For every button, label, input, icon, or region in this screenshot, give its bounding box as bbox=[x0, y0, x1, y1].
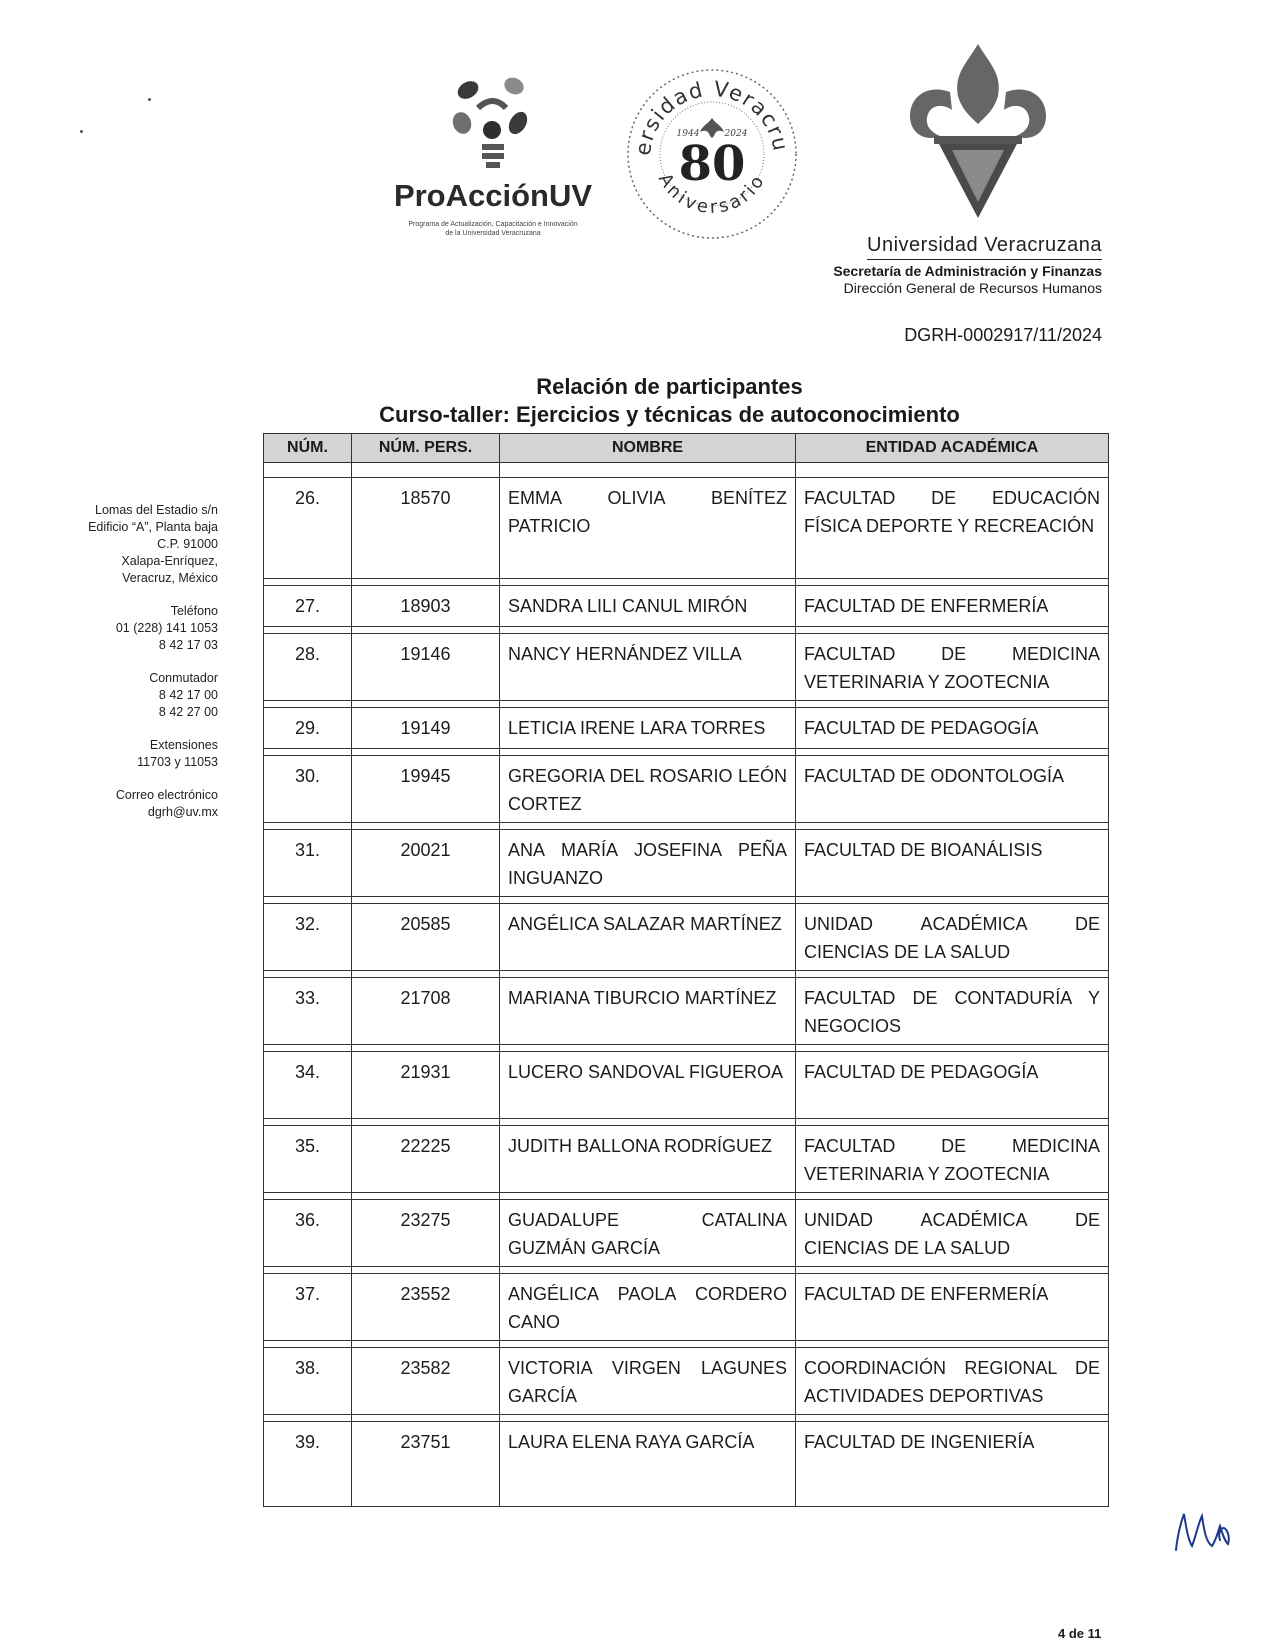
spacer-cell bbox=[264, 823, 352, 830]
direction-name: Dirección General de Recursos Humanos bbox=[843, 280, 1102, 296]
spacer-cell bbox=[500, 1193, 796, 1200]
cell-nombre: SANDRA LILI CANUL MIRÓN bbox=[500, 586, 796, 627]
email-address: dgrh@uv.mx bbox=[147, 805, 218, 819]
spacer-cell bbox=[500, 627, 796, 634]
cell-nombre: MARIANA TIBURCIO MARTÍNEZ bbox=[500, 978, 796, 1045]
table-row bbox=[264, 830, 1109, 897]
cell-nombre: GREGORIA DEL ROSARIO LEÓN CORTEZ bbox=[500, 756, 796, 823]
cell-entidad: FACULTAD DE MEDICINA VETERINARIA Y ZOOTECNIA bbox=[796, 634, 1109, 701]
document-code: DGRH-0002917/11/2024 bbox=[904, 325, 1102, 345]
table-row bbox=[264, 1052, 1109, 1119]
cell-entidad: FACULTAD DE INGENIERÍA bbox=[796, 1422, 1109, 1507]
row-spacer bbox=[264, 1415, 1109, 1422]
scan-speck bbox=[80, 130, 83, 133]
spacer-cell bbox=[264, 749, 352, 756]
row-spacer bbox=[264, 1119, 1109, 1126]
header-nombre: NOMBRE bbox=[500, 434, 796, 463]
cell-nombre: ANGÉLICA PAOLA CORDERO CANO bbox=[500, 1274, 796, 1341]
cell-nombre: GUADALUPE CATALINA GUZMÁN GARCÍA bbox=[500, 1200, 796, 1267]
seal-year-left: 1944 bbox=[676, 129, 700, 139]
spacer-cell bbox=[796, 1341, 1109, 1348]
address-block bbox=[60, 502, 218, 587]
cell-pers: 23552 bbox=[352, 1274, 500, 1341]
cell-entidad: FACULTAD DE PEDAGOGÍA bbox=[796, 1052, 1109, 1119]
spacer-cell bbox=[500, 1119, 796, 1126]
seal-graphic bbox=[624, 66, 800, 242]
cell-nombre: LAURA ELENA RAYA GARCÍA bbox=[500, 1422, 796, 1507]
cell-entidad: UNIDAD ACADÉMICA DE CIENCIAS DE LA SALUD bbox=[796, 904, 1109, 971]
cell-nombre: LETICIA IRENE LARA TORRES bbox=[500, 708, 796, 749]
cell-nombre: LUCERO SANDOVAL FIGUEROA bbox=[500, 1052, 796, 1119]
row-spacer bbox=[264, 1193, 1109, 1200]
address-line: Edificio “A”, Planta baja bbox=[88, 520, 218, 534]
cell-pers: 19945 bbox=[352, 756, 500, 823]
proaccion-tagline bbox=[388, 220, 598, 238]
cell-entidad: FACULTAD DE ENFERMERÍA bbox=[796, 1274, 1109, 1341]
spacer-cell bbox=[352, 701, 500, 708]
email-label: Correo electrónico bbox=[115, 788, 218, 802]
row-spacer bbox=[264, 1267, 1109, 1274]
spacer-cell bbox=[352, 1267, 500, 1274]
header-num: NÚM. bbox=[264, 434, 352, 463]
row-spacer bbox=[264, 971, 1109, 978]
cell-nombre: JUDITH BALLONA RODRÍGUEZ bbox=[500, 1126, 796, 1193]
spacer-cell bbox=[352, 1341, 500, 1348]
row-spacer bbox=[264, 749, 1109, 756]
cell-pers: 19146 bbox=[352, 634, 500, 701]
lightbulb-people-icon bbox=[448, 68, 538, 178]
cell-entidad: FACULTAD DE MEDICINA VETERINARIA Y ZOOTECNIA bbox=[796, 1126, 1109, 1193]
header-entidad: ENTIDAD ACADÉMICA bbox=[796, 434, 1109, 463]
phone-block bbox=[60, 603, 218, 654]
proaccion-tagline-line: de la Universidad Veracruzana bbox=[445, 230, 541, 237]
extensions-label: Extensiones bbox=[149, 738, 218, 752]
header-spacer-row bbox=[264, 463, 1109, 478]
spacer-cell bbox=[352, 971, 500, 978]
spacer-cell bbox=[500, 823, 796, 830]
spacer-cell bbox=[264, 627, 352, 634]
document-title: Relación de participantes bbox=[536, 374, 803, 399]
spacer-cell bbox=[264, 971, 352, 978]
spacer-cell bbox=[352, 897, 500, 904]
cell-pers: 21931 bbox=[352, 1052, 500, 1119]
cell-pers: 22225 bbox=[352, 1126, 500, 1193]
cell-num: 30. bbox=[264, 756, 352, 823]
cell-pers: 23751 bbox=[352, 1422, 500, 1507]
table-row bbox=[264, 756, 1109, 823]
proaccion-brand: ProAcciónUV bbox=[393, 178, 593, 213]
cell-entidad: COORDINACIÓN REGIONAL DE ACTIVIDADES DEPORTIVAS bbox=[796, 1348, 1109, 1415]
participants-table bbox=[263, 433, 1108, 1507]
cell-pers: 23582 bbox=[352, 1348, 500, 1415]
scan-speck bbox=[148, 98, 151, 101]
spacer-cell bbox=[796, 749, 1109, 756]
cell-num: 38. bbox=[264, 1348, 352, 1415]
cell-entidad: FACULTAD DE ODONTOLOGÍA bbox=[796, 756, 1109, 823]
table-row bbox=[264, 708, 1109, 749]
table-row bbox=[264, 478, 1109, 579]
spacer-cell bbox=[352, 627, 500, 634]
spacer-cell bbox=[264, 1341, 352, 1348]
switchboard-block bbox=[60, 670, 218, 721]
cell-pers: 20585 bbox=[352, 904, 500, 971]
spacer-cell bbox=[264, 579, 352, 586]
row-spacer bbox=[264, 701, 1109, 708]
cell-num: 34. bbox=[264, 1052, 352, 1119]
table-row bbox=[264, 1422, 1109, 1507]
phone-number: 8 42 17 03 bbox=[158, 638, 218, 652]
row-spacer bbox=[264, 1045, 1109, 1052]
cell-entidad: FACULTAD DE BIOANÁLISIS bbox=[796, 830, 1109, 897]
email-block bbox=[60, 787, 218, 821]
spacer-cell bbox=[500, 463, 796, 478]
spacer-cell bbox=[796, 463, 1109, 478]
spacer-cell bbox=[352, 1045, 500, 1052]
seal-arc-top: ersidad Veracru bbox=[630, 76, 793, 157]
spacer-cell bbox=[796, 1193, 1109, 1200]
spacer-cell bbox=[500, 1341, 796, 1348]
row-spacer bbox=[264, 823, 1109, 830]
cell-pers: 21708 bbox=[352, 978, 500, 1045]
cell-pers: 18570 bbox=[352, 478, 500, 579]
spacer-cell bbox=[500, 701, 796, 708]
spacer-cell bbox=[352, 1415, 500, 1422]
cell-nombre: NANCY HERNÁNDEZ VILLA bbox=[500, 634, 796, 701]
spacer-cell bbox=[796, 1119, 1109, 1126]
spacer-cell bbox=[796, 579, 1109, 586]
spacer-cell bbox=[352, 1193, 500, 1200]
spacer-cell bbox=[500, 579, 796, 586]
cell-num: 27. bbox=[264, 586, 352, 627]
switchboard-number: 8 42 17 00 bbox=[158, 688, 218, 702]
extensions-value: 11703 y 11053 bbox=[137, 755, 218, 769]
fleur-de-lis-icon bbox=[908, 44, 1048, 219]
address-line: Veracruz, México bbox=[122, 571, 218, 585]
row-spacer bbox=[264, 579, 1109, 586]
initials-signature bbox=[1168, 1500, 1238, 1560]
seal-year-right: 2024 bbox=[724, 129, 748, 139]
spacer-cell bbox=[352, 1119, 500, 1126]
proaccion-tagline-line: Programa de Actualización, Capacitación e Innovación bbox=[408, 221, 578, 228]
university-header bbox=[760, 234, 1102, 296]
phone-number: 01 (228) 141 1053 bbox=[115, 621, 218, 635]
table-row bbox=[264, 634, 1109, 701]
cell-nombre: VICTORIA VIRGEN LAGUNES GARCÍA bbox=[500, 1348, 796, 1415]
spacer-cell bbox=[264, 1119, 352, 1126]
university-name: Universidad Veracruzana bbox=[867, 234, 1102, 260]
spacer-cell bbox=[796, 1415, 1109, 1422]
table-row bbox=[264, 1200, 1109, 1267]
participants-grid bbox=[263, 433, 1109, 1507]
cell-nombre: EMMA OLIVIA BENÍTEZ PATRICIO bbox=[500, 478, 796, 579]
address-line: Lomas del Estadio s/n bbox=[95, 503, 218, 517]
spacer-cell bbox=[264, 1415, 352, 1422]
course-title: Curso-taller: Ejercicios y técnicas de autoconocimiento bbox=[379, 402, 960, 427]
switchboard-number: 8 42 27 00 bbox=[158, 705, 218, 719]
page-number: 4 de 11 bbox=[1058, 1626, 1102, 1641]
contact-sidebar bbox=[60, 502, 218, 837]
cell-entidad: FACULTAD DE CONTADURÍA Y NEGOCIOS bbox=[796, 978, 1109, 1045]
table-row bbox=[264, 1126, 1109, 1193]
spacer-cell bbox=[352, 823, 500, 830]
extensions-block bbox=[60, 737, 218, 771]
uv-fleur-logo bbox=[908, 44, 1048, 219]
cell-pers: 20021 bbox=[352, 830, 500, 897]
cell-num: 32. bbox=[264, 904, 352, 971]
spacer-cell bbox=[500, 1415, 796, 1422]
cell-entidad: FACULTAD DE PEDAGOGÍA bbox=[796, 708, 1109, 749]
table-row bbox=[264, 904, 1109, 971]
row-spacer bbox=[264, 897, 1109, 904]
spacer-cell bbox=[796, 971, 1109, 978]
cell-pers: 23275 bbox=[352, 1200, 500, 1267]
fleur-mini-icon bbox=[700, 118, 724, 138]
cell-nombre: ANGÉLICA SALAZAR MARTÍNEZ bbox=[500, 904, 796, 971]
cell-num: 35. bbox=[264, 1126, 352, 1193]
spacer-cell bbox=[796, 627, 1109, 634]
spacer-cell bbox=[264, 701, 352, 708]
address-line: C.P. 91000 bbox=[157, 537, 218, 551]
spacer-cell bbox=[500, 971, 796, 978]
header-pers: NÚM. PERS. bbox=[352, 434, 500, 463]
cell-num: 37. bbox=[264, 1274, 352, 1341]
table-row bbox=[264, 586, 1109, 627]
cell-entidad: FACULTAD DE ENFERMERÍA bbox=[796, 586, 1109, 627]
proaccion-logo bbox=[378, 60, 608, 235]
spacer-cell bbox=[500, 1045, 796, 1052]
table-row bbox=[264, 978, 1109, 1045]
seal-arc-bottom: Aniversario bbox=[654, 169, 770, 219]
spacer-cell bbox=[500, 749, 796, 756]
row-spacer bbox=[264, 627, 1109, 634]
spacer-cell bbox=[796, 701, 1109, 708]
phone-label: Teléfono bbox=[170, 604, 218, 618]
cell-entidad: FACULTAD DE EDUCACIÓN FÍSICA DEPORTE Y RECREACIÓN bbox=[796, 478, 1109, 579]
cell-pers: 18903 bbox=[352, 586, 500, 627]
spacer-cell bbox=[352, 463, 500, 478]
secretariat-name: Secretaría de Administración y Finanzas bbox=[833, 263, 1102, 279]
address-line: Xalapa-Enríquez, bbox=[121, 554, 218, 568]
spacer-cell bbox=[500, 1267, 796, 1274]
table-row bbox=[264, 1274, 1109, 1341]
spacer-cell bbox=[264, 1267, 352, 1274]
spacer-cell bbox=[264, 897, 352, 904]
spacer-cell bbox=[796, 1045, 1109, 1052]
cell-num: 28. bbox=[264, 634, 352, 701]
cell-entidad: UNIDAD ACADÉMICA DE CIENCIAS DE LA SALUD bbox=[796, 1200, 1109, 1267]
spacer-cell bbox=[352, 579, 500, 586]
table-row bbox=[264, 1348, 1109, 1415]
cell-num: 33. bbox=[264, 978, 352, 1045]
spacer-cell bbox=[796, 1267, 1109, 1274]
spacer-cell bbox=[264, 1045, 352, 1052]
table-header-row bbox=[264, 434, 1109, 463]
cell-num: 29. bbox=[264, 708, 352, 749]
cell-nombre: ANA MARÍA JOSEFINA PEÑA INGUANZO bbox=[500, 830, 796, 897]
cell-num: 36. bbox=[264, 1200, 352, 1267]
spacer-cell bbox=[796, 823, 1109, 830]
spacer-cell bbox=[352, 749, 500, 756]
spacer-cell bbox=[264, 463, 352, 478]
seal-number: 80 bbox=[678, 136, 746, 192]
cell-num: 31. bbox=[264, 830, 352, 897]
row-spacer bbox=[264, 1341, 1109, 1348]
cell-pers: 19149 bbox=[352, 708, 500, 749]
switchboard-label: Conmutador bbox=[149, 671, 218, 685]
cell-num: 39. bbox=[264, 1422, 352, 1507]
table-body bbox=[264, 478, 1109, 1507]
spacer-cell bbox=[264, 1193, 352, 1200]
cell-num: 26. bbox=[264, 478, 352, 579]
spacer-cell bbox=[796, 897, 1109, 904]
anniversary-seal bbox=[624, 66, 800, 242]
spacer-cell bbox=[500, 897, 796, 904]
